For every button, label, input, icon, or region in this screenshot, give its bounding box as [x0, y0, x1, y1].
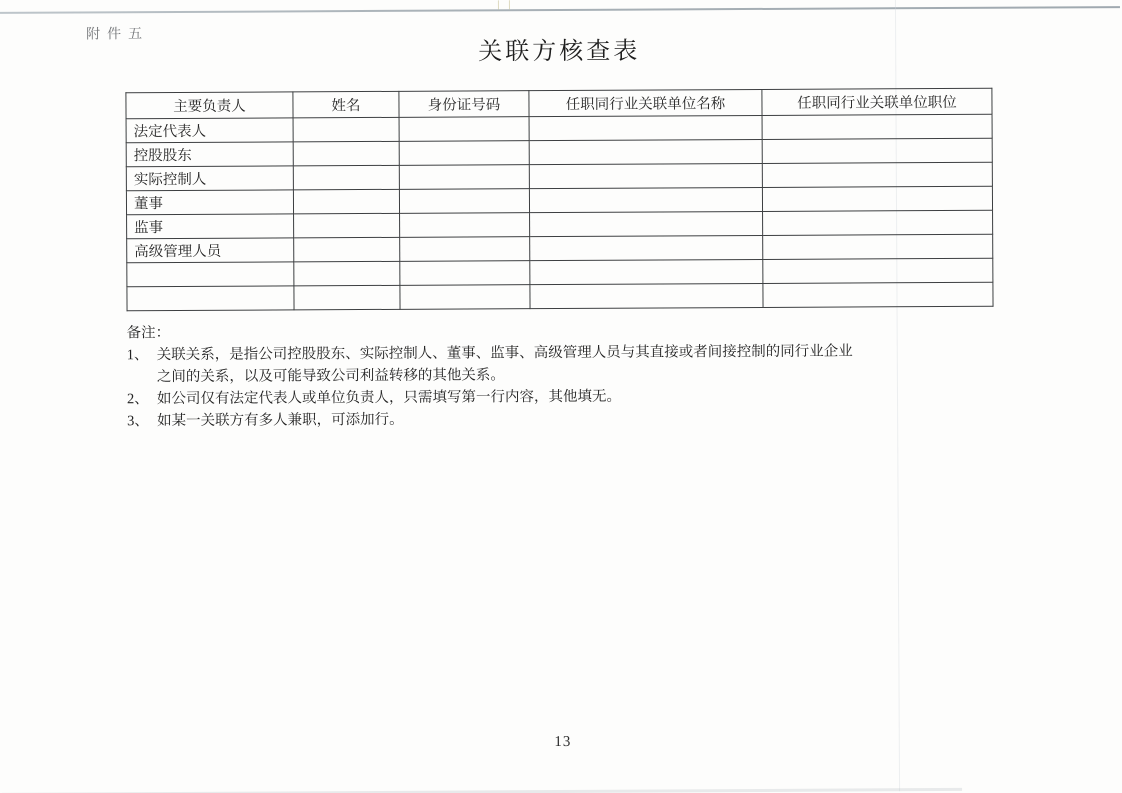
- note-line: 如公司仅有法定代表人或单位负责人，只需填写第一行内容，其他填无。: [156, 388, 622, 408]
- id-number-cell: [399, 189, 529, 214]
- unit-position-cell: [763, 210, 993, 235]
- id-number-cell: [399, 165, 529, 190]
- table-row: [127, 282, 993, 311]
- note-text: [157, 340, 947, 388]
- unit-name-cell: [529, 187, 762, 212]
- note-line: 如某一关联方有多人兼职，可添加行。: [157, 411, 404, 430]
- page-title: 关联方核查表: [478, 38, 641, 66]
- unit-position-cell: [762, 186, 992, 211]
- column-header-unit-position: 任职同行业关联单位职位: [762, 88, 992, 115]
- id-number-cell: [400, 237, 530, 262]
- row-label: 高级管理人员: [127, 238, 294, 263]
- scan-artifact-bottom-smudge: [2, 788, 962, 793]
- name-cell: [293, 165, 399, 190]
- unit-name-cell: [530, 259, 763, 284]
- note-number: 1、: [126, 347, 149, 364]
- id-number-cell: [399, 141, 529, 166]
- note-item-3: [127, 406, 947, 432]
- scan-artifact-top-line: [0, 6, 1120, 14]
- name-cell: [294, 237, 400, 262]
- unit-position-cell: [762, 138, 992, 163]
- unit-name-cell: [529, 115, 762, 140]
- row-label: 法定代表人: [126, 118, 293, 143]
- unit-name-cell: [529, 139, 762, 164]
- unit-name-cell: [529, 163, 762, 188]
- page-number: 13: [554, 733, 572, 751]
- name-cell: [293, 141, 399, 166]
- id-number-cell: [400, 261, 530, 286]
- id-number-cell: [400, 285, 530, 310]
- column-header-id-number: 身份证号码: [399, 91, 529, 118]
- unit-name-cell: [530, 235, 763, 260]
- name-cell: [293, 189, 399, 214]
- column-header-unit-name: 任职同行业关联单位名称: [529, 89, 762, 116]
- name-cell: [294, 213, 400, 238]
- scan-artifact-tick: [509, 0, 510, 9]
- note-number: 2、: [126, 391, 149, 408]
- unit-name-cell: [530, 211, 763, 236]
- row-label: 控股股东: [126, 142, 293, 167]
- attachment-label: 附件五: [86, 27, 150, 43]
- id-number-cell: [400, 213, 530, 238]
- note-line: 之间的关系，以及可能导致公司利益转移的其他关系。: [156, 367, 505, 386]
- name-cell: [294, 285, 400, 310]
- note-number: 3、: [127, 413, 149, 430]
- notes-section: [127, 318, 948, 432]
- column-header-responsible: 主要负责人: [126, 92, 293, 119]
- name-cell: [294, 261, 400, 286]
- row-label: [127, 262, 294, 287]
- unit-position-cell: [763, 234, 993, 259]
- unit-position-cell: [763, 282, 993, 307]
- notes-heading: 备注：: [126, 325, 171, 342]
- scan-artifact-tick: [498, 0, 499, 9]
- note-line: 关联关系，是指公司控股股东、实际控制人、董事、监事、高级管理人员与其直接或者间接控制的同行业企业: [156, 343, 853, 364]
- unit-position-cell: [762, 114, 992, 139]
- related-party-check-table: [125, 88, 993, 312]
- row-label: 实际控制人: [126, 166, 293, 191]
- note-item-1: [127, 340, 947, 388]
- unit-name-cell: [530, 283, 763, 308]
- unit-position-cell: [762, 162, 992, 187]
- row-label: 董事: [126, 190, 293, 215]
- name-cell: [293, 117, 399, 142]
- note-text: [157, 406, 947, 432]
- id-number-cell: [399, 117, 529, 142]
- column-header-name: 姓名: [293, 91, 399, 118]
- unit-position-cell: [763, 258, 993, 283]
- row-label: 监事: [127, 214, 294, 239]
- row-label: [127, 286, 294, 311]
